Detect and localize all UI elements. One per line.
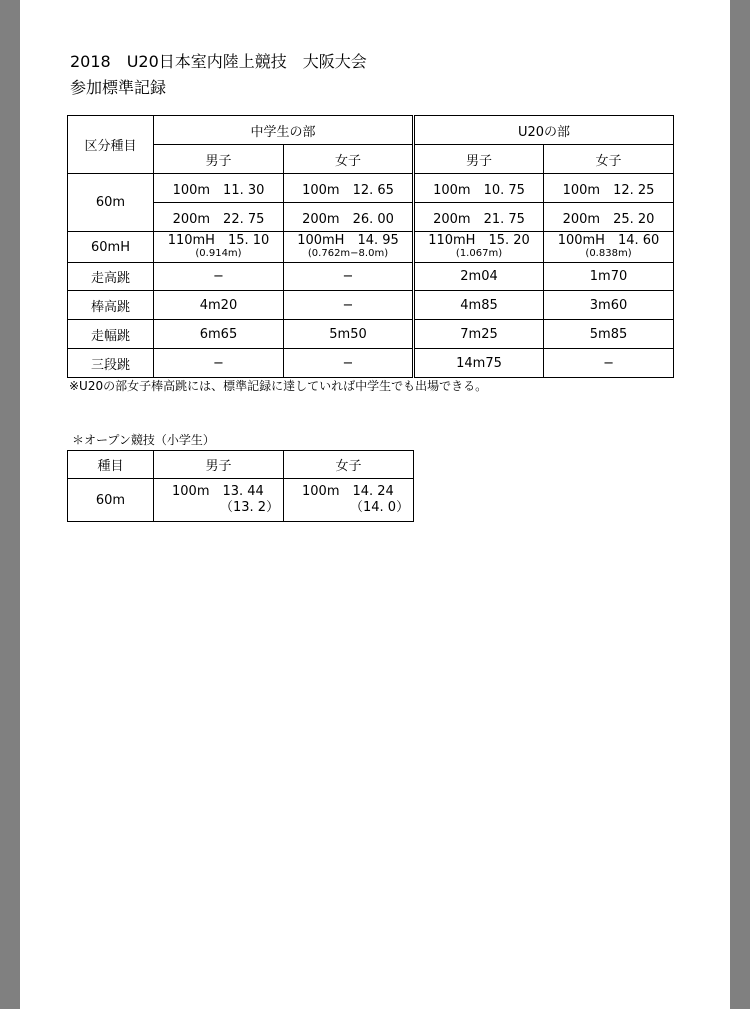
record-cell: 200m 21. 75 (414, 203, 544, 232)
record-cell: 100m 12. 25 (544, 174, 674, 203)
gender-u20-women: 女子 (544, 145, 674, 174)
record-cell: − (284, 349, 414, 378)
record-cell (284, 232, 414, 263)
standards-table (67, 115, 674, 378)
event-long-jump: 走幅跳 (68, 320, 154, 349)
record-cell: 200m 22. 75 (154, 203, 284, 232)
record-cell: 100m 11. 30 (154, 174, 284, 203)
record-cell: 200m 25. 20 (544, 203, 674, 232)
record-cell: 4m20 (154, 291, 284, 320)
open-header-girls: 女子 (284, 451, 414, 479)
page-subtitle: 参加標準記録 (70, 78, 167, 97)
record-cell: 7m25 (414, 320, 544, 349)
open-record-boys (154, 479, 284, 522)
open-record-girls (284, 479, 414, 522)
record-time: 100m 13. 44 (172, 484, 264, 499)
record-cell: 3m60 (544, 291, 674, 320)
record-cell: 4m85 (414, 291, 544, 320)
record-cell: − (154, 349, 284, 378)
event-60m: 60m (68, 174, 154, 232)
group-u20: U20の部 (414, 116, 674, 145)
event-high-jump: 走高跳 (68, 263, 154, 291)
gender-jh-boys: 男子 (154, 145, 284, 174)
record-cell: − (154, 263, 284, 291)
record-main: 110mH 15. 20 (428, 233, 530, 248)
group-junior-high: 中学生の部 (154, 116, 414, 145)
corner-cell: 区分種目 (68, 116, 154, 174)
record-cell: 14m75 (414, 349, 544, 378)
hurdle-height: (0.914m) (195, 248, 242, 259)
record-cell: 100m 10. 75 (414, 174, 544, 203)
open-header-event: 種目 (68, 451, 154, 479)
record-main: 100mH 14. 95 (297, 233, 399, 248)
record-cell: 200m 26. 00 (284, 203, 414, 232)
record-cell: 2m04 (414, 263, 544, 291)
record-main: 100mH 14. 60 (557, 233, 660, 248)
record-main: 110mH 15. 10 (167, 233, 270, 248)
record-manual-time: （13. 2） (220, 500, 280, 515)
footnote: ※U20の部女子棒高跳には、標準記録に達していれば中学生でも出場できる。 (69, 379, 488, 393)
record-cell (414, 232, 544, 263)
record-cell: 1m70 (544, 263, 674, 291)
document-page (20, 0, 730, 1009)
gender-jh-girls: 女子 (284, 145, 414, 174)
open-header-boys: 男子 (154, 451, 284, 479)
hurdle-height: (1.067m) (455, 248, 503, 259)
record-cell: − (544, 349, 674, 378)
open-event-title: ＊オープン競技（小学生） (72, 433, 215, 447)
record-cell (544, 232, 674, 263)
record-time: 100m 14. 24 (302, 484, 394, 499)
record-cell (154, 232, 284, 263)
open-event-table (67, 450, 414, 522)
record-cell: 6m65 (154, 320, 284, 349)
event-60mh: 60mH (68, 232, 154, 263)
event-triple-jump: 三段跳 (68, 349, 154, 378)
hurdle-height: (0.838m) (585, 248, 632, 259)
record-cell: − (284, 263, 414, 291)
record-cell: 5m85 (544, 320, 674, 349)
hurdle-height: (0.762m−8.0m) (307, 248, 389, 259)
record-manual-time: （14. 0） (350, 500, 410, 515)
gender-u20-men: 男子 (414, 145, 544, 174)
record-cell: 5m50 (284, 320, 414, 349)
page-title: 2018 U20日本室内陸上競技 大阪大会 (70, 52, 367, 71)
record-cell: − (284, 291, 414, 320)
open-event-60m: 60m (68, 479, 154, 522)
record-cell: 100m 12. 65 (284, 174, 414, 203)
event-pole-vault: 棒高跳 (68, 291, 154, 320)
